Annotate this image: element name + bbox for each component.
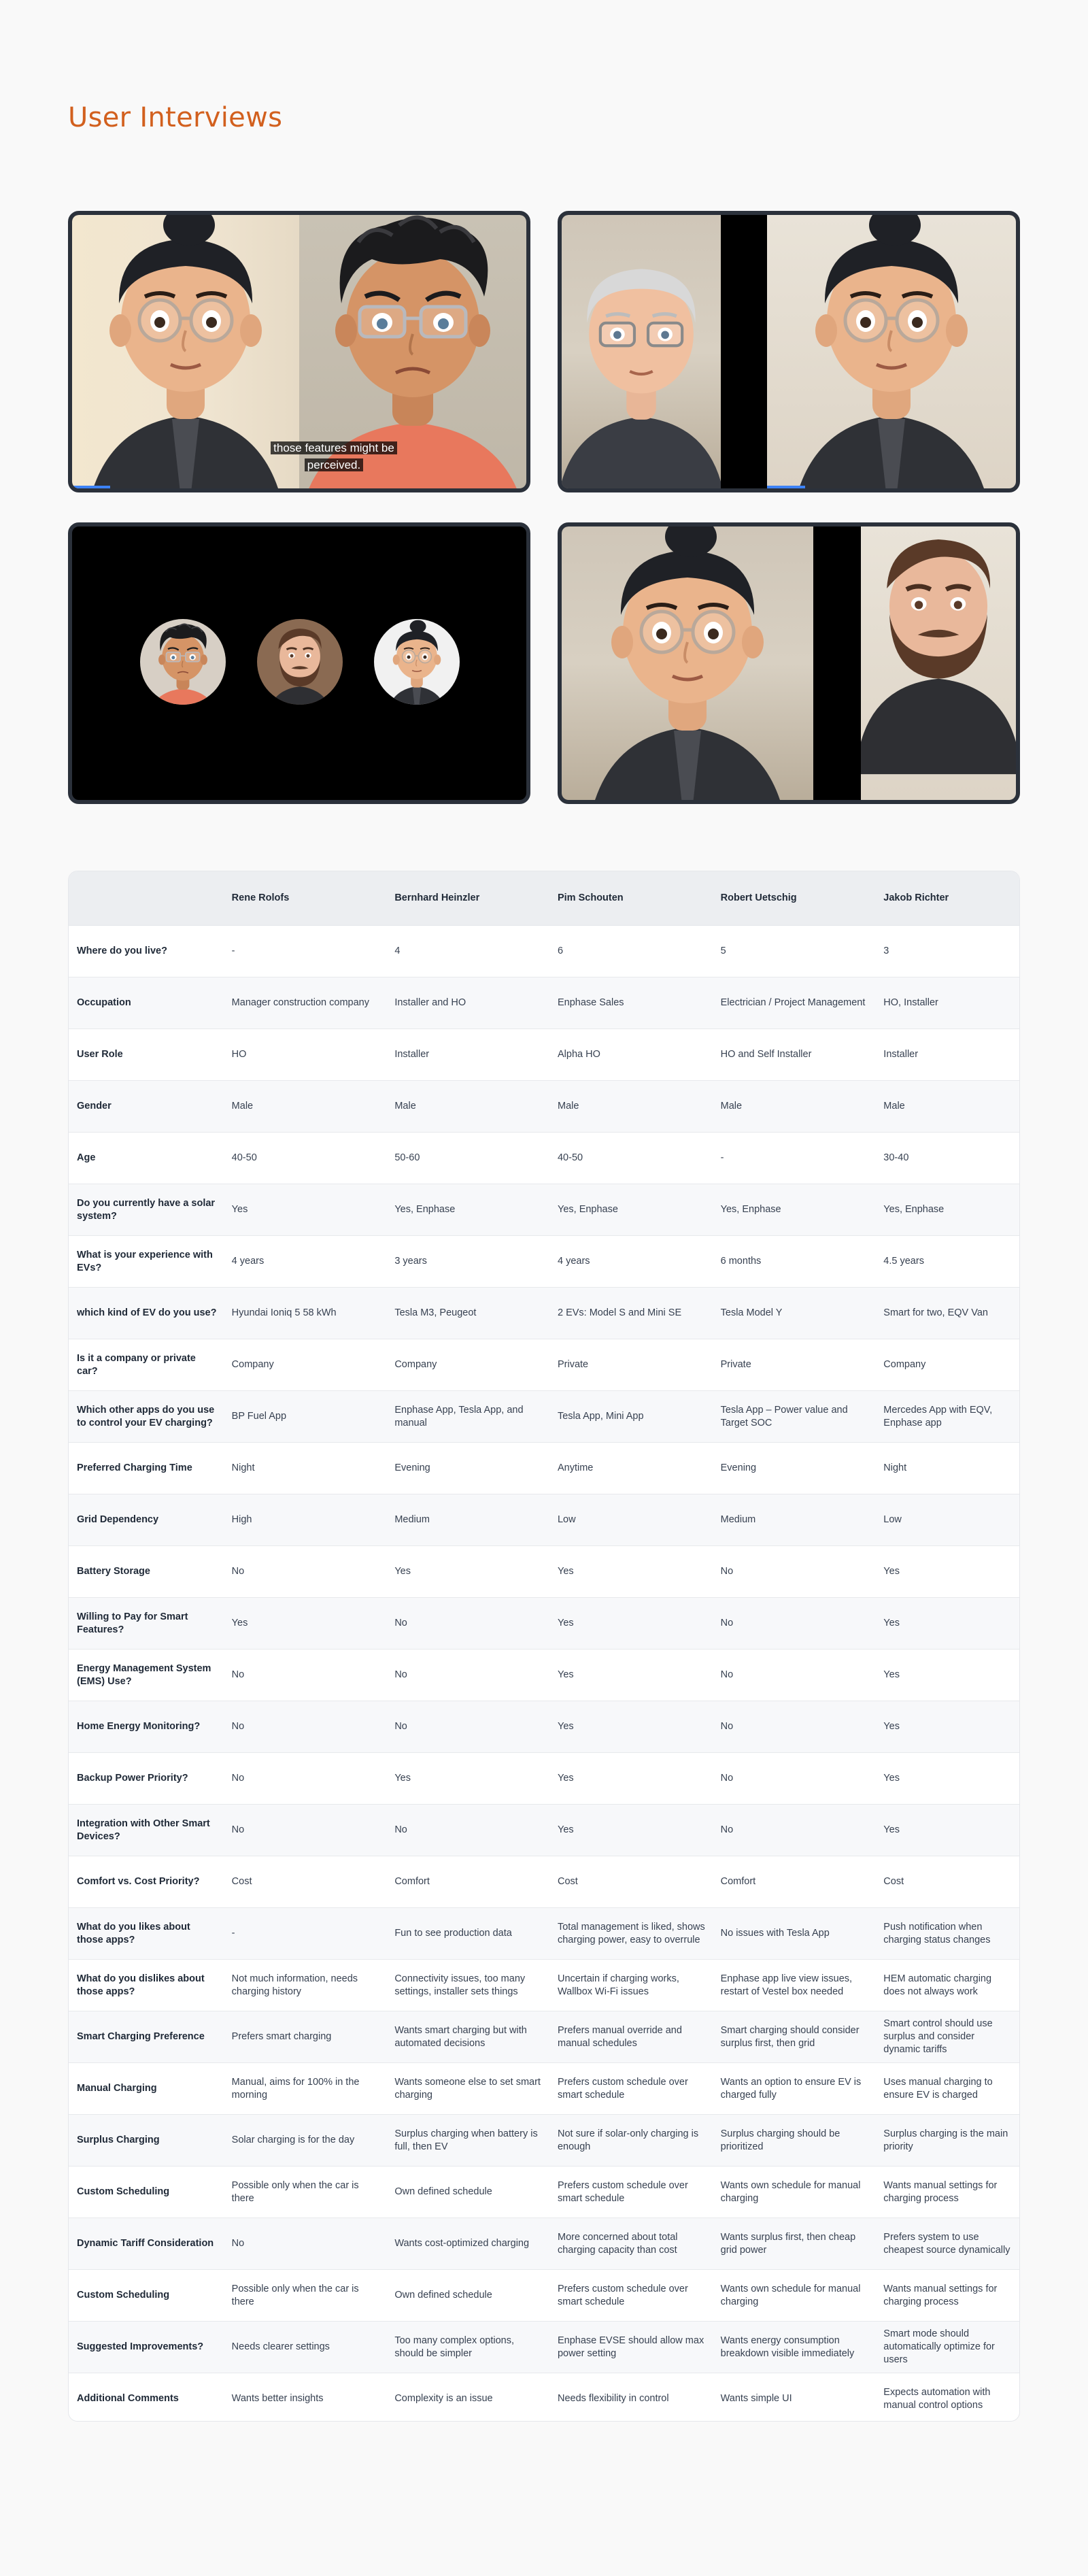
table-row xyxy=(69,2063,1019,2115)
participant-pane xyxy=(767,215,1016,488)
table-cell: Low xyxy=(883,1514,902,1525)
table-cell: Yes xyxy=(231,1618,248,1628)
table-cell: Surplus charging should be prioritized xyxy=(720,2128,840,2152)
participant-bubble xyxy=(140,619,226,705)
participant-pane xyxy=(861,526,1016,800)
interview-table xyxy=(68,871,1020,2422)
row-label: Age xyxy=(77,1152,96,1163)
table-row xyxy=(69,1029,1019,1081)
table-cell: 4 years xyxy=(231,1256,265,1267)
table-row xyxy=(69,1391,1019,1443)
memoji-avatar-icon xyxy=(257,619,343,705)
table-cell: Comfort xyxy=(720,1876,756,1887)
table-cell: Mercedes App with EQV, Enphase app xyxy=(883,1404,993,1428)
table-row xyxy=(69,1081,1019,1133)
table-cell: Uses manual charging to ensure EV is charged xyxy=(883,2076,993,2101)
table-row xyxy=(69,2167,1019,2218)
table-cell: Installer and HO xyxy=(394,997,466,1008)
row-label: Which other apps do you use to control your EV charging? xyxy=(77,1404,215,1428)
table-cell: Night xyxy=(231,1462,255,1473)
participant-pane xyxy=(562,526,813,800)
table-cell: No xyxy=(720,1721,734,1732)
row-label: Custom Scheduling xyxy=(77,2186,170,2197)
table-cell: Hyundai Ioniq 5 58 kWh xyxy=(231,1307,337,1318)
table-cell: Wants energy consumption breakdown visible immediately xyxy=(720,2335,855,2359)
table-row xyxy=(69,2373,1019,2422)
row-label: Additional Comments xyxy=(77,2393,179,2404)
table-cell: Yes xyxy=(557,1773,574,1784)
table-cell: Needs clearer settings xyxy=(231,2341,330,2352)
row-label: which kind of EV do you use? xyxy=(77,1307,217,1318)
table-cell: Wants simple UI xyxy=(720,2393,792,2404)
table-cell: Male xyxy=(883,1101,905,1111)
table-cell: Installer xyxy=(394,1049,430,1060)
video-gap xyxy=(813,526,861,800)
table-cell: Company xyxy=(394,1359,437,1370)
table-cell: 3 xyxy=(883,946,889,956)
table-cell: Yes, Enphase xyxy=(883,1204,945,1215)
table-cell: HO, Installer xyxy=(883,997,938,1008)
interview-video-grid xyxy=(68,211,1020,804)
table-cell: Tesla App – Power value and Target SOC xyxy=(720,1404,848,1428)
table-row xyxy=(69,2011,1019,2063)
row-label: Dynamic Tariff Consideration xyxy=(77,2238,214,2249)
table-cell: No xyxy=(394,1824,407,1835)
row-label: Surplus Charging xyxy=(77,2135,160,2145)
table-cell: Prefers manual override and manual schedules xyxy=(557,2024,682,2049)
table-cell: Tesla M3, Peugeot xyxy=(394,1307,477,1318)
table-cell: Possible only when the car is there xyxy=(231,2283,359,2307)
table-header xyxy=(69,871,1019,926)
table-cell: Yes, Enphase xyxy=(394,1204,456,1215)
table-cell: Medium xyxy=(720,1514,756,1525)
table-cell: Comfort xyxy=(394,1876,430,1887)
table-cell: Enphase app live view issues, restart of Vestel box needed xyxy=(720,1973,853,1997)
row-label: Do you currently have a solar system? xyxy=(77,1197,216,1222)
table-cell: Smart control should use surplus and consider dynamic tariffs xyxy=(883,2018,993,2055)
table-cell: Male xyxy=(557,1101,579,1111)
table-row xyxy=(69,1598,1019,1650)
table-cell: Prefers smart charging xyxy=(231,2031,332,2042)
row-label: What is your experience with EVs? xyxy=(77,1249,213,1273)
table-cell: No xyxy=(720,1669,734,1680)
row-label: Occupation xyxy=(77,997,131,1008)
row-label: Comfort vs. Cost Priority? xyxy=(77,1876,200,1887)
row-label: Manual Charging xyxy=(77,2083,157,2094)
table-cell: Surplus charging when battery is full, then EV xyxy=(394,2128,538,2152)
table-cell: Wants someone else to set smart charging xyxy=(394,2076,541,2101)
table-cell: Installer xyxy=(883,1049,919,1060)
table-cell: Total management is liked, shows charging power, easy to overrule xyxy=(557,1921,705,1945)
table-cell: Possible only when the car is there xyxy=(231,2179,359,2204)
table-cell: Manager construction company xyxy=(231,997,369,1008)
table-cell: 6 months xyxy=(720,1256,762,1267)
table-row xyxy=(69,1133,1019,1184)
table-row xyxy=(69,1753,1019,1805)
row-label: Integration with Other Smart Devices? xyxy=(77,1818,210,1842)
memoji-avatar-icon xyxy=(562,526,813,800)
row-label: Preferred Charging Time xyxy=(77,1462,192,1473)
table-cell: Cost xyxy=(231,1876,252,1887)
table-cell: HO and Self Installer xyxy=(720,1049,812,1060)
table-body xyxy=(69,926,1019,2422)
row-label: Backup Power Priority? xyxy=(77,1773,188,1784)
table-cell: Wants own schedule for manual charging xyxy=(720,2179,861,2204)
table-cell: Yes xyxy=(883,1773,900,1784)
row-label: Is it a company or private car? xyxy=(77,1352,196,1377)
table-cell: Yes xyxy=(883,1824,900,1835)
page-title: User Interviews xyxy=(68,102,283,133)
table-cell: Yes xyxy=(883,1721,900,1732)
table-cell: Connectivity issues, too many settings, installer sets things xyxy=(394,1973,526,1997)
table-cell: No xyxy=(231,1566,245,1577)
header-cell: Jakob Richter xyxy=(883,892,949,903)
table-cell: No xyxy=(720,1824,734,1835)
table-cell: Male xyxy=(231,1101,254,1111)
memoji-avatar-icon xyxy=(374,619,460,705)
table-row xyxy=(69,2115,1019,2167)
participant-pane xyxy=(562,215,721,488)
table-cell: No xyxy=(231,1773,245,1784)
row-label: What do you likes about those apps? xyxy=(77,1921,190,1945)
header-cell: Pim Schouten xyxy=(557,892,624,903)
row-label: Smart Charging Preference xyxy=(77,2031,205,2042)
table-cell: 40-50 xyxy=(231,1152,257,1163)
table-cell: Wants own schedule for manual charging xyxy=(720,2283,861,2307)
row-label: Home Energy Monitoring? xyxy=(77,1721,201,1732)
row-label: Grid Dependency xyxy=(77,1514,159,1525)
table-row xyxy=(69,1494,1019,1546)
table-cell: Yes xyxy=(557,1669,574,1680)
table-cell: Alpha HO xyxy=(557,1049,600,1060)
table-cell: Wants an option to ensure EV is charged fully xyxy=(720,2076,862,2101)
table-cell: Male xyxy=(720,1101,743,1111)
table-cell: Yes xyxy=(883,1566,900,1577)
table-cell: No xyxy=(720,1618,734,1628)
table-cell: No xyxy=(720,1773,734,1784)
table-cell: - xyxy=(720,1152,724,1163)
table-cell: No xyxy=(394,1618,407,1628)
table-cell: Wants better insights xyxy=(231,2393,324,2404)
table-cell: No xyxy=(394,1669,407,1680)
progress-bar xyxy=(72,486,110,488)
table-row xyxy=(69,1339,1019,1391)
progress-bar xyxy=(767,486,805,488)
table-row xyxy=(69,1908,1019,1960)
table-cell: 3 years xyxy=(394,1256,427,1267)
table-cell: Company xyxy=(231,1359,274,1370)
table-cell: Wants manual settings for charging process xyxy=(883,2283,998,2307)
table-cell: - xyxy=(231,946,235,956)
table-cell: Company xyxy=(883,1359,926,1370)
table-cell: - xyxy=(231,1928,235,1939)
participant-bubble xyxy=(257,619,343,705)
table-cell: Wants surplus first, then cheap grid power xyxy=(720,2231,856,2256)
memoji-avatar-icon xyxy=(140,619,226,705)
table-cell: Yes xyxy=(883,1669,900,1680)
video-gap xyxy=(721,215,767,488)
video-tile-4[interactable] xyxy=(558,522,1020,804)
table-cell: Evening xyxy=(720,1462,757,1473)
table-cell: Medium xyxy=(394,1514,430,1525)
row-label: Battery Storage xyxy=(77,1566,150,1577)
table-cell: 4 xyxy=(394,946,401,956)
table-cell: Own defined schedule xyxy=(394,2290,492,2301)
table-cell: Cost xyxy=(557,1876,578,1887)
row-label: User Role xyxy=(77,1049,123,1060)
table-row xyxy=(69,926,1019,977)
table-cell: Yes, Enphase xyxy=(557,1204,618,1215)
memoji-avatar-icon xyxy=(861,526,1016,800)
table-cell: Needs flexibility in control xyxy=(557,2393,669,2404)
table-cell: Night xyxy=(883,1462,907,1473)
table-row xyxy=(69,2270,1019,2322)
table-cell: Tesla App, Mini App xyxy=(557,1411,644,1422)
header-cell: Robert Uetschig xyxy=(720,892,797,903)
video-tile-1[interactable] xyxy=(68,211,530,492)
table-cell: 6 xyxy=(557,946,564,956)
table-cell: Yes, Enphase xyxy=(720,1204,781,1215)
table-row xyxy=(69,1960,1019,2011)
table-cell: Enphase Sales xyxy=(557,997,624,1008)
table-row xyxy=(69,1443,1019,1494)
table-cell: No xyxy=(231,1669,245,1680)
table-cell: Electrician / Project Management xyxy=(720,997,866,1008)
table-cell: Surplus charging is the main priority xyxy=(883,2128,1008,2152)
table-cell: BP Fuel App xyxy=(231,1411,287,1422)
participant-bubble xyxy=(374,619,460,705)
table-cell: Yes xyxy=(557,1824,574,1835)
table-row xyxy=(69,2322,1019,2373)
table-cell: Yes xyxy=(394,1773,411,1784)
caption-line: those features might be xyxy=(271,441,397,454)
table-cell: No xyxy=(231,1721,245,1732)
table-cell: 30-40 xyxy=(883,1152,909,1163)
table-cell: Wants manual settings for charging process xyxy=(883,2179,998,2204)
table-cell: HEM automatic charging does not always work xyxy=(883,1973,992,1997)
table-cell: No issues with Tesla App xyxy=(720,1928,830,1939)
table-cell: Yes xyxy=(557,1566,574,1577)
table-cell: More concerned about total charging capacity than cost xyxy=(557,2231,678,2256)
table-cell: Yes xyxy=(394,1566,411,1577)
table-cell: High xyxy=(231,1514,252,1525)
table-cell: Not sure if solar-only charging is enough xyxy=(557,2128,699,2152)
table-cell: 2 EVs: Model S and Mini SE xyxy=(557,1307,682,1318)
table-cell: HO xyxy=(231,1049,247,1060)
table-cell: No xyxy=(231,2238,245,2249)
header-cell: Bernhard Heinzler xyxy=(394,892,480,903)
memoji-avatar-icon xyxy=(72,215,299,488)
table-cell: Private xyxy=(557,1359,589,1370)
table-cell: Prefers system to use cheapest source dynamically xyxy=(883,2231,1010,2256)
table-cell: Own defined schedule xyxy=(394,2186,492,2197)
table-row xyxy=(69,977,1019,1029)
memoji-avatar-icon xyxy=(767,215,1016,488)
table-cell: 40-50 xyxy=(557,1152,583,1163)
row-label: Willing to Pay for Smart Features? xyxy=(77,1611,188,1635)
table-cell: Male xyxy=(394,1101,416,1111)
table-cell: Tesla Model Y xyxy=(720,1307,783,1318)
table-cell: Fun to see production data xyxy=(394,1928,512,1939)
table-cell: Yes xyxy=(557,1618,574,1628)
row-label: Custom Scheduling xyxy=(77,2290,170,2301)
table-cell: Smart mode should automatically optimize for users xyxy=(883,2328,995,2365)
row-label: Where do you live? xyxy=(77,946,167,956)
table-cell: Prefers custom schedule over smart schedule xyxy=(557,2076,688,2101)
table-cell: Yes xyxy=(231,1204,248,1215)
table-cell: Smart charging should consider surplus first, then grid xyxy=(720,2024,860,2049)
table-cell: 4.5 years xyxy=(883,1256,924,1267)
table-row xyxy=(69,1288,1019,1339)
table-cell: Yes xyxy=(557,1721,574,1732)
table-cell: Yes xyxy=(883,1618,900,1628)
table-row xyxy=(69,1805,1019,1856)
caption-line: perceived. xyxy=(305,458,363,471)
table-cell: Cost xyxy=(883,1876,904,1887)
table-cell: Complexity is an issue xyxy=(394,2393,493,2404)
table-cell: No xyxy=(394,1721,407,1732)
table-cell: Smart for two, EQV Van xyxy=(883,1307,988,1318)
table-cell: Expects automation with manual control options xyxy=(883,2386,991,2411)
table-cell: Prefers custom schedule over smart schedule xyxy=(557,2179,688,2204)
header-cell: Rene Rolofs xyxy=(231,892,290,903)
table-cell: No xyxy=(720,1566,734,1577)
table-cell: 5 xyxy=(720,946,726,956)
table-row xyxy=(69,1650,1019,1701)
row-label: Suggested Improvements? xyxy=(77,2341,204,2352)
row-label: Energy Management System (EMS) Use? xyxy=(77,1662,211,1687)
table-cell: Enphase App, Tesla App, and manual xyxy=(394,1404,524,1428)
table-cell: 50-60 xyxy=(394,1152,420,1163)
table-cell: Prefers custom schedule over smart schedule xyxy=(557,2283,688,2307)
participant-pane xyxy=(72,215,299,488)
table-cell: Anytime xyxy=(557,1462,594,1473)
table-row xyxy=(69,1236,1019,1288)
table-cell: Private xyxy=(720,1359,751,1370)
table-row xyxy=(69,1546,1019,1598)
table-cell: Not much information, needs charging history xyxy=(231,1973,358,1997)
row-label: Gender xyxy=(77,1101,112,1111)
video-tile-2[interactable] xyxy=(558,211,1020,492)
table-cell: Push notification when charging status changes xyxy=(883,1921,991,1945)
table-cell: Wants smart charging but with automated decisions xyxy=(394,2024,527,2049)
video-tile-3[interactable] xyxy=(68,522,530,804)
table-cell: No xyxy=(231,1824,245,1835)
row-label: What do you dislikes about those apps? xyxy=(77,1973,205,1997)
table-row xyxy=(69,1856,1019,1908)
table-cell: Wants cost-optimized charging xyxy=(394,2238,530,2249)
table-row xyxy=(69,2218,1019,2270)
table-cell: Low xyxy=(557,1514,576,1525)
table-cell: Manual, aims for 100% in the morning xyxy=(231,2076,360,2101)
memoji-avatar-icon xyxy=(562,215,721,488)
table-cell: Evening xyxy=(394,1462,430,1473)
live-caption xyxy=(269,439,398,473)
table-cell: 4 years xyxy=(557,1256,590,1267)
table-cell: Enphase EVSE should allow max power setting xyxy=(557,2335,704,2359)
table-row xyxy=(69,1701,1019,1753)
table-row xyxy=(69,1184,1019,1236)
table-cell: Solar charging is for the day xyxy=(231,2135,355,2145)
table-cell: Too many complex options, should be simpler xyxy=(394,2335,515,2359)
table-cell: Uncertain if charging works, Wallbox Wi-Fi issues xyxy=(557,1973,679,1997)
